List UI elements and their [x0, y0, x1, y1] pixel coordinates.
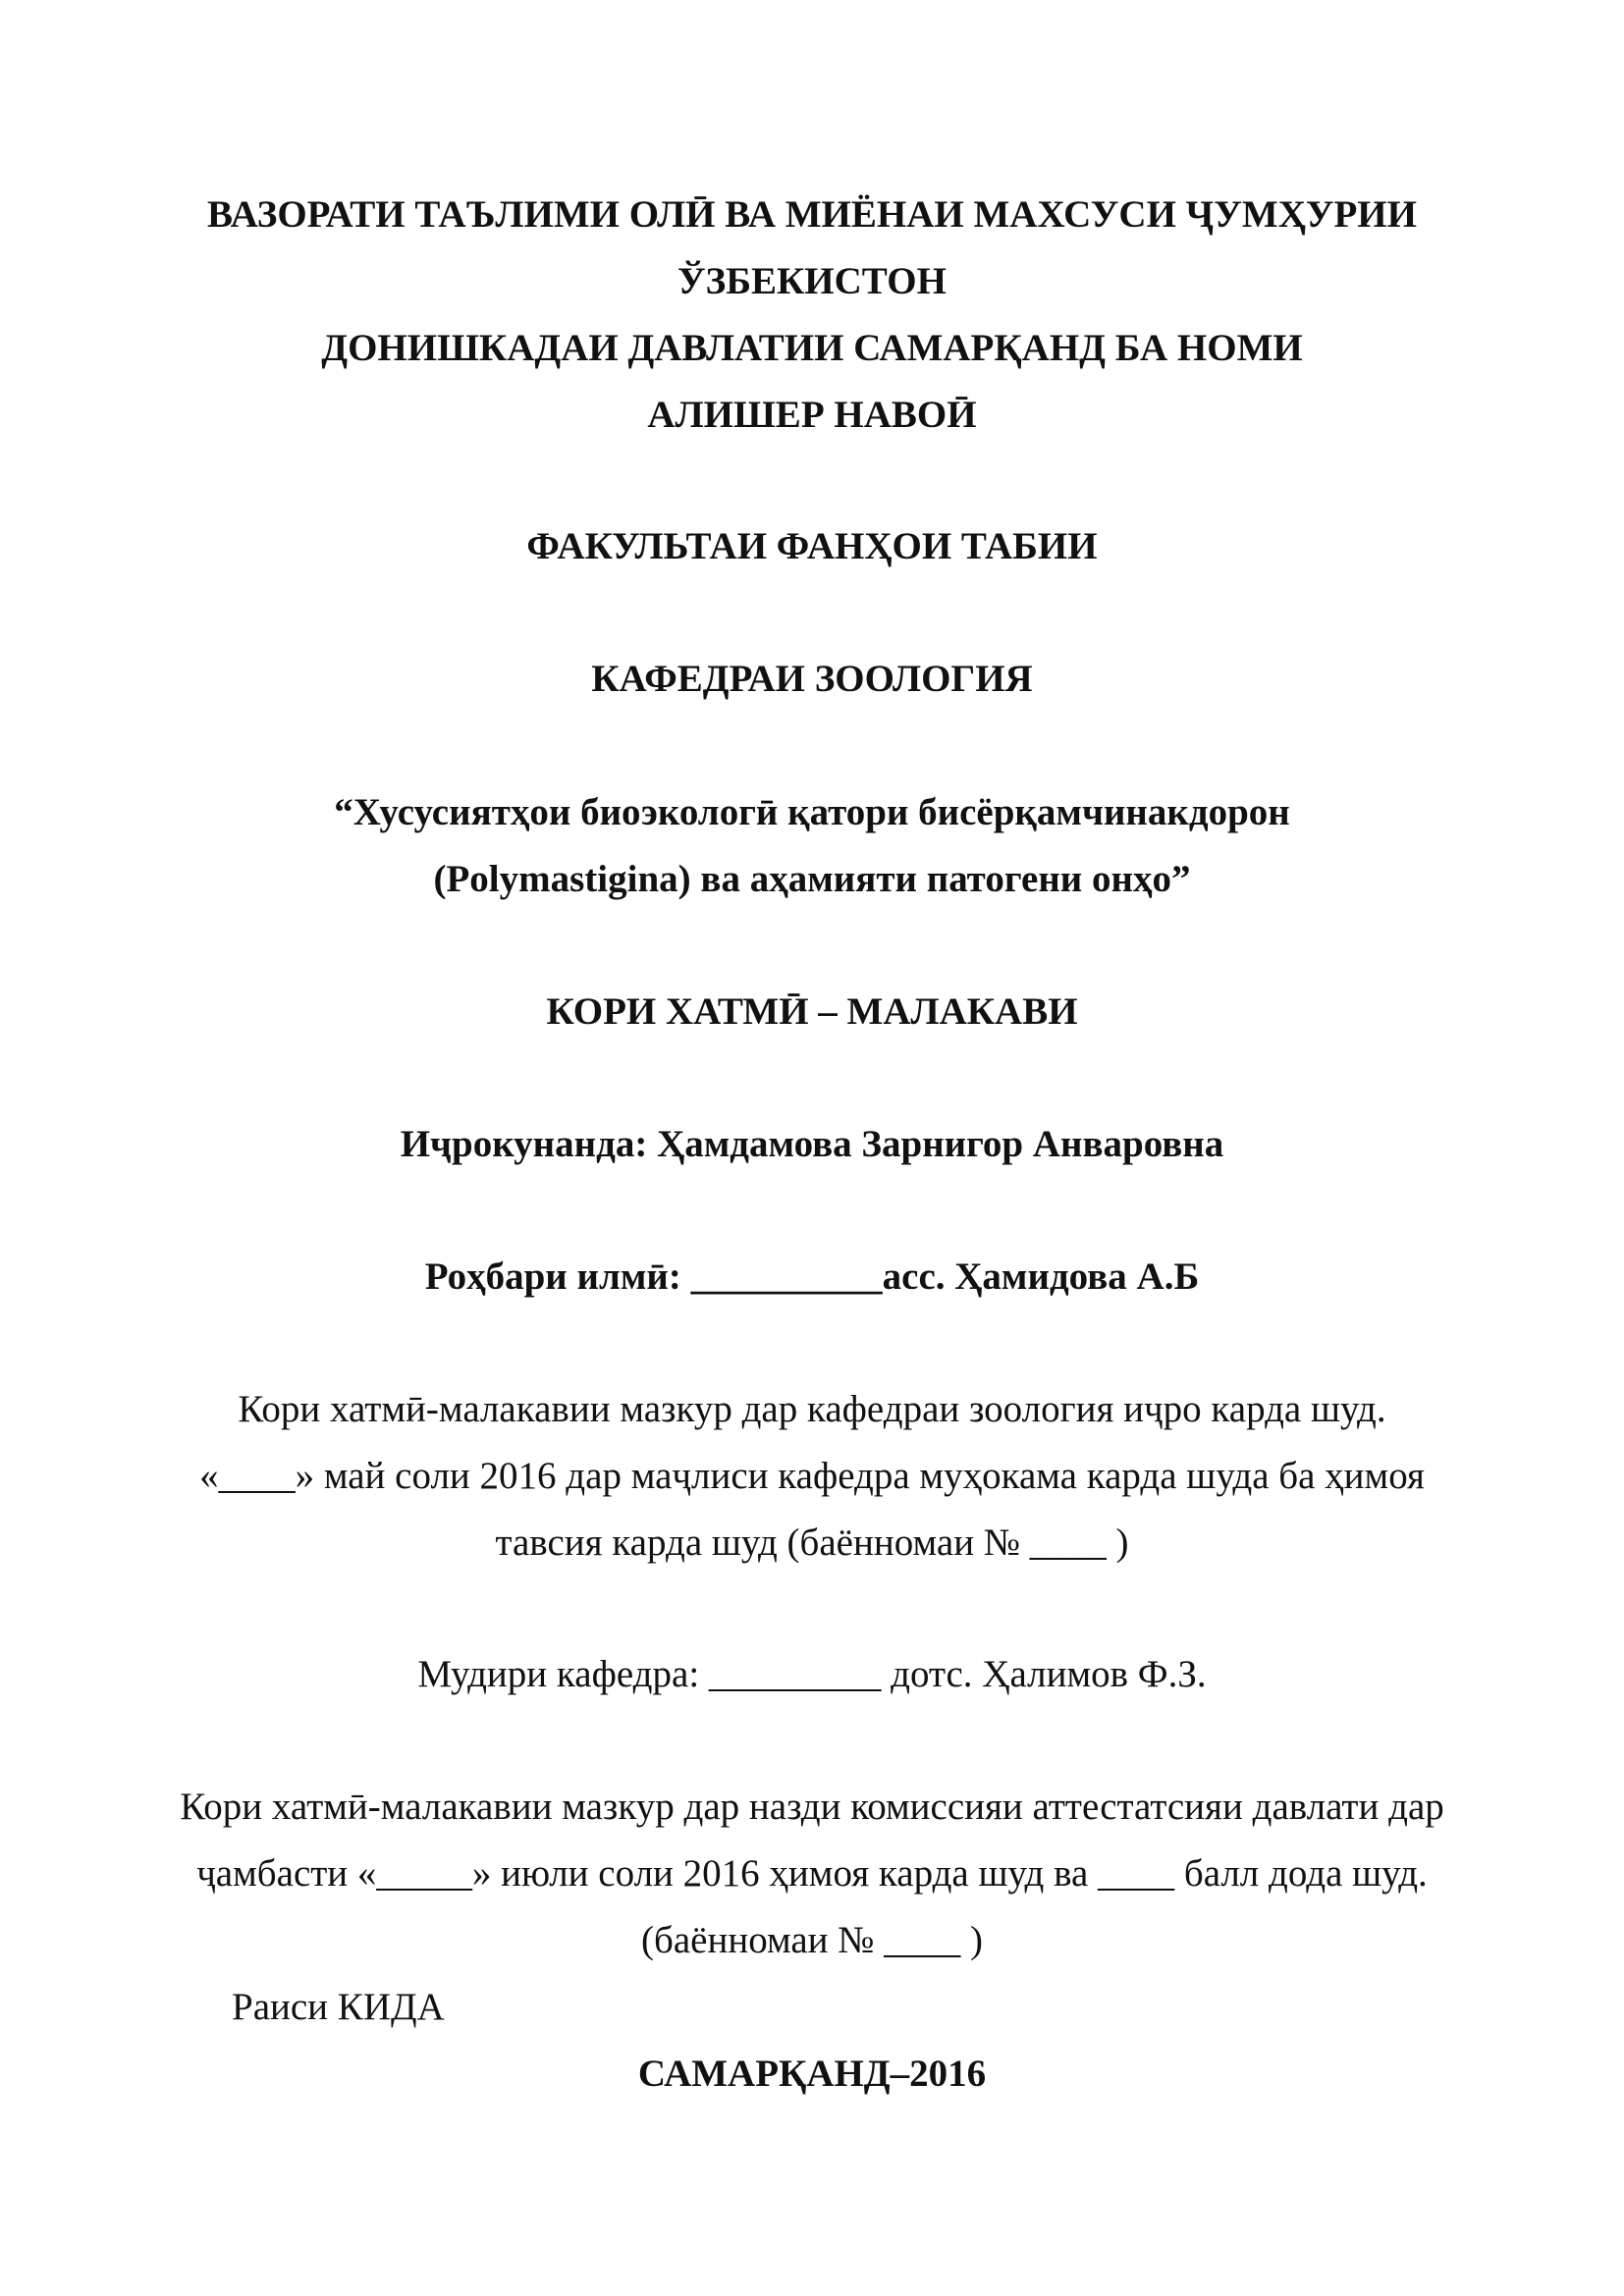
city-year: САМАРҚАНД–2016 — [637, 2053, 987, 2095]
commission-line-2: ҷамбасти «_____» июли соли 2016 ҳимоя карда шуд ва ____ балл дода шуд. — [196, 1852, 1428, 1895]
department-approval-line-1: Кори хатмӣ-малакавии мазкур дар кафедраи зоология иҷро карда шуд. — [238, 1388, 1386, 1430]
supervisor-line: Роҳбари илмӣ: __________асс. Ҳамидова А.Б — [424, 1255, 1200, 1298]
ministry-line-1: ВАЗОРАТИ ТАЪЛИМИ ОЛӢ ВА МИЁНАИ МАХСУСИ ҶУМҲУРИИ — [207, 193, 1417, 236]
ministry-line-2: ЎЗБЕКИСТОН — [677, 260, 947, 302]
work-type: КОРИ ХАТМӢ – МАЛАКАВИ — [546, 990, 1078, 1033]
commission-line-3: (баённомаи № ____ ) — [641, 1919, 983, 1961]
institute-line-2: АЛИШЕР НАВОӢ — [647, 394, 977, 436]
institute-line-1: ДОНИШКАДАИ ДАВЛАТИИ САМАРҚАНД БА НОМИ — [321, 327, 1303, 369]
author-line: Иҷрокунанда: Ҳамдамова Зарнигор Анваровна — [400, 1123, 1224, 1165]
thesis-title-line-1: “Хусусиятҳои биоэкологӣ қатори бисёрқамчинакдорон — [334, 791, 1290, 833]
head-of-department-line: Мудири кафедра: _________ дотс. Ҳалимов Ф.З. — [417, 1653, 1207, 1695]
department-name: КАФЕДРАИ ЗООЛОГИЯ — [591, 658, 1033, 700]
department-approval-line-2: «____» май соли 2016 дар маҷлиси кафедра муҳокама карда шуда ба ҳимоя — [199, 1455, 1425, 1497]
faculty-name: ФАКУЛЬТАИ ФАНҲОИ ТАБИИ — [526, 525, 1098, 567]
department-approval-line-3: тавсия карда шуд (баённомаи № ____ ) — [495, 1522, 1129, 1564]
commission-line-1: Кори хатмӣ-малакавии мазкур дар назди комиссияи аттестатсияи давлати дар — [180, 1786, 1444, 1828]
thesis-title-line-2: (Polymastigina) ва аҳамияти патогени онҳо” — [433, 858, 1191, 900]
chairman-label: Раиси КИДА — [232, 1986, 445, 2028]
